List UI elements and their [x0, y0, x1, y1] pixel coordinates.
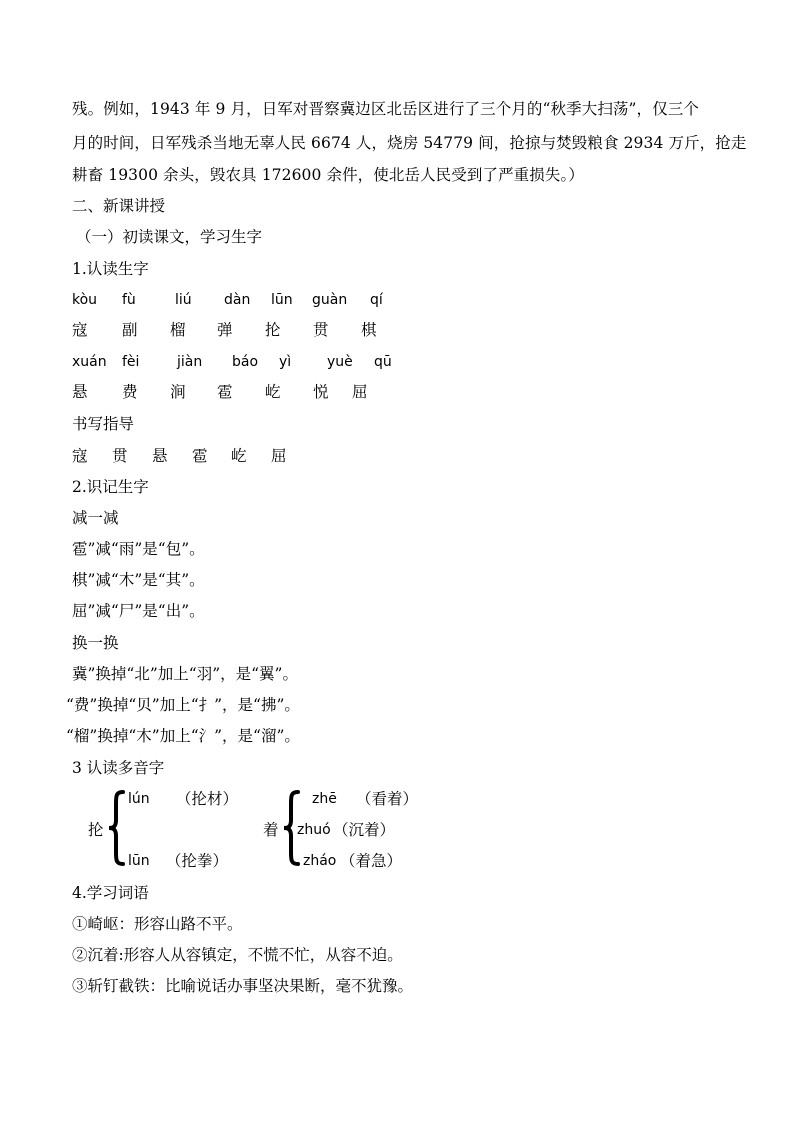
- character: 副: [122, 321, 138, 339]
- writing-character: 屹: [231, 447, 247, 465]
- brace-icon: [106, 790, 126, 866]
- step3-title: 3 认读多音字: [72, 759, 165, 777]
- pinyin: kòu: [72, 292, 98, 308]
- writing-character: 雹: [192, 447, 208, 465]
- writing-character: 悬: [152, 447, 168, 465]
- character: 寇: [72, 321, 88, 339]
- character: 悦: [313, 383, 329, 401]
- pinyin: fù: [122, 292, 136, 308]
- step4-title: 4.学习词语: [72, 884, 149, 902]
- example-word: （着急）: [340, 852, 403, 870]
- example-word: （抡拳）: [166, 852, 229, 870]
- step1-title: 1.认读生字: [72, 260, 149, 278]
- pinyin: yuè: [327, 354, 353, 370]
- pinyin: lūn: [128, 853, 150, 869]
- character: 榴: [170, 321, 186, 339]
- pinyin: fèi: [122, 354, 140, 370]
- pinyin: guàn: [312, 292, 348, 308]
- pinyin: yì: [279, 354, 292, 370]
- intro-line-3: 耕畜 19300 余头，毁农具 172600 余件，使北岳人民受到了严重损失。）: [72, 166, 584, 184]
- example-word: （抡材）: [176, 790, 239, 808]
- character: 棋: [361, 321, 377, 339]
- pinyin: dàn: [224, 292, 251, 308]
- vocab-item: ②沉着:形容人从容镇定，不慌不忙，从容不迫。: [72, 946, 403, 964]
- pinyin: qí: [370, 292, 383, 308]
- writing-guide-title: 书写指导: [72, 415, 135, 433]
- pinyin: qū: [374, 354, 392, 370]
- replace-item: 冀”换掉“北”加上“羽”，是“翼”。: [72, 665, 298, 683]
- pinyin: báo: [232, 354, 259, 370]
- writing-character: 寇: [72, 447, 88, 465]
- step2-title: 2.识记生字: [72, 478, 149, 496]
- polyphone-character: 着: [263, 821, 279, 839]
- intro-line-1: 残。例如，1943 年 9 月，日军对晋察冀边区北岳区进行了三个月的“秋季大扫荡”，仅三个: [72, 100, 699, 118]
- writing-character: 屈: [271, 447, 287, 465]
- character: 屈: [352, 383, 368, 401]
- method-replace-title: 换一换: [72, 634, 119, 652]
- subtract-item: 屈”减“尸”是“出”。: [72, 602, 205, 620]
- replace-item: “费”换掉“贝”加上“扌”，是“拂”。: [66, 696, 300, 714]
- example-word: （沉着）: [333, 821, 396, 839]
- pinyin: zhuó: [297, 822, 331, 838]
- subtract-item: 棋”减“木”是“其”。: [72, 571, 205, 589]
- character: 涧: [170, 383, 186, 401]
- character: 抡: [265, 321, 281, 339]
- character: 屹: [265, 383, 281, 401]
- pinyin: liú: [175, 292, 192, 308]
- character: 弹: [217, 321, 233, 339]
- replace-item: “榴”换掉“木”加上“氵”，是“溜”。: [66, 727, 300, 745]
- pinyin: lún: [128, 791, 150, 807]
- writing-character: 贯: [112, 447, 128, 465]
- character: 悬: [72, 383, 88, 401]
- character: 费: [122, 383, 138, 401]
- vocab-item: ③斩钉截铁：比喻说话办事坚决果断，毫不犹豫。: [72, 977, 414, 995]
- character: 贯: [313, 321, 329, 339]
- character: 雹: [217, 383, 233, 401]
- example-word: （看着）: [356, 790, 419, 808]
- pinyin: xuán: [72, 354, 107, 370]
- section-heading-two: 二、新课讲授: [72, 197, 166, 215]
- vocab-item: ①崎岖：形容山路不平。: [72, 915, 243, 933]
- method-subtract-title: 减一减: [72, 509, 119, 527]
- pinyin: zhē: [312, 791, 337, 807]
- subtract-item: 雹”减“雨”是“包”。: [72, 540, 205, 558]
- subsection-heading-one: （一）初读课文，学习生字: [76, 228, 263, 246]
- polyphone-character: 抡: [88, 821, 104, 839]
- pinyin: lūn: [271, 292, 293, 308]
- pinyin: jiàn: [177, 354, 203, 370]
- pinyin: zháo: [303, 853, 337, 869]
- intro-line-2: 月的时间，日军残杀当地无辜人民 6674 人，烧房 54779 间，抢掠与焚毁粮食 2934 万斤，抢走: [72, 134, 747, 152]
